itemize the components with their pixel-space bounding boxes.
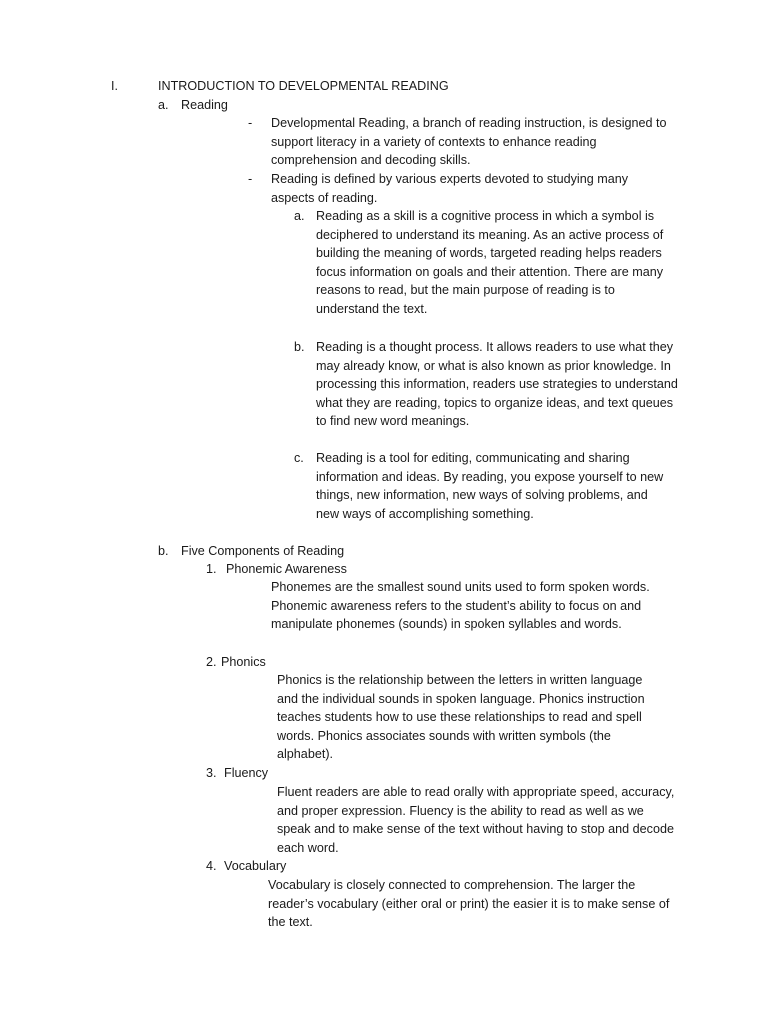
component-title: Vocabulary — [224, 859, 287, 873]
component-text: Phonics is the relationship between the letters in written language and the individual sounds in spoken language. Phonics instruction teaches students how to use these relationships to read and spell words. Phonics associates sounds with written symbols (the alphabet). — [277, 673, 645, 762]
section-marker: I. — [111, 79, 118, 93]
component-title: Phonics — [221, 655, 266, 669]
component-marker: 2. — [206, 655, 217, 669]
component-title: Fluency — [224, 766, 269, 780]
component-marker: 4. — [206, 859, 217, 873]
subsection-marker: a. — [158, 98, 169, 112]
definition-marker: c. — [294, 451, 304, 465]
bullet-marker: - — [248, 116, 253, 130]
component-text: Phonemes are the smallest sound units used to form spoken words. Phonemic awareness refers to the student’s ability to focus on and manipulate phonemes (sounds) in spoken syllables and words. — [271, 580, 650, 632]
subsection-marker: b. — [158, 544, 169, 558]
component-title: Phonemic Awareness — [226, 562, 347, 576]
component-text: Vocabulary is closely connected to comprehension. The larger the reader’s vocabulary (either oral or print) the easier it is to make sense of the text. — [268, 878, 670, 930]
component-text: Fluent readers are able to read orally with appropriate speed, accuracy, and proper expression. Fluency is the ability to read as well as we speak and to make sense of the text without having to stop and decode each word. — [277, 785, 675, 855]
subsection-title: Reading — [181, 98, 228, 112]
definition-text: Reading is a tool for editing, communicating and sharing information and ideas. By reading, you expose yourself to new things, new information, new ways of solving problems, and new ways of accomplishing something. — [316, 451, 664, 521]
bullet-text: Developmental Reading, a branch of reading instruction, is designed to support literacy in a variety of contexts to enhance reading comprehension and decoding skills. — [271, 116, 667, 168]
subsection-title: Five Components of Reading — [181, 544, 345, 558]
definition-marker: b. — [294, 340, 305, 354]
section-title: INTRODUCTION TO DEVELOPMENTAL READING — [158, 79, 449, 93]
bullet-marker: - — [248, 172, 253, 186]
component-marker: 1. — [206, 562, 217, 576]
definition-marker: a. — [294, 209, 305, 223]
definition-text: Reading as a skill is a cognitive process in which a symbol is deciphered to understand its meaning. As an active process of building the meaning of words, targeted reading helps readers focus information on goals and their attention. There are many reasons to read, but the main purpose of reading is to understand the text. — [316, 209, 664, 316]
definition-text: Reading is a thought process. It allows readers to use what they may already know, or what is also known as prior knowledge. In processing this information, readers use strategies to understand what they are reading, topics to organize ideas, and text queues to find new word meanings. — [316, 340, 678, 429]
component-marker: 3. — [206, 766, 217, 780]
bullet-text: Reading is defined by various experts devoted to studying many aspects of reading. — [271, 172, 629, 205]
